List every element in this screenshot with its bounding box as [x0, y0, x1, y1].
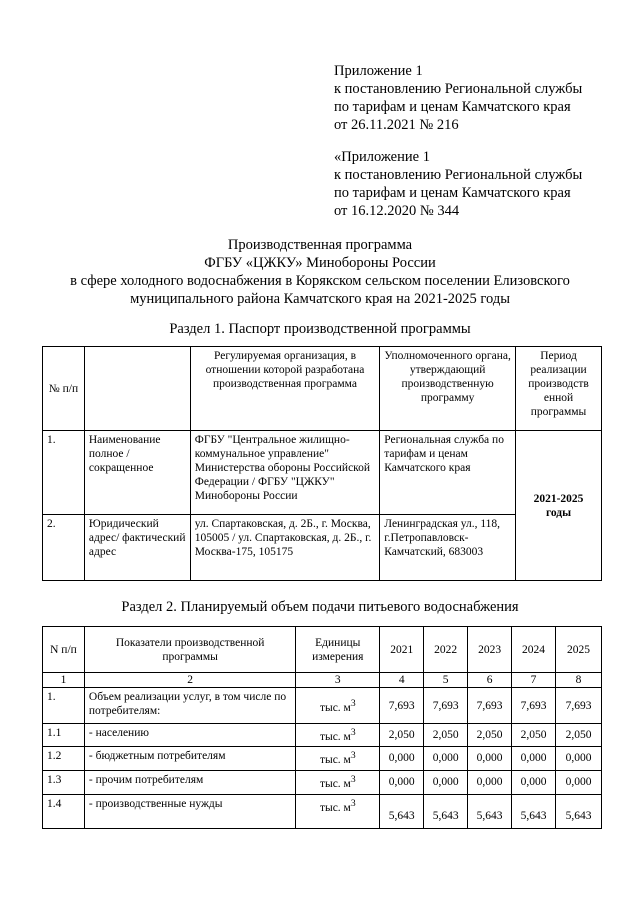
col-header-blank	[84, 347, 190, 431]
row-org: ФГБУ "Центральное жилищно-коммунальное управление" Министерства обороны Российской Федерации / ФГБУ "ЦЖКУ" Минобороны России	[190, 431, 380, 515]
value-cell: 0,000	[512, 770, 556, 794]
value-cell: 2,050	[424, 724, 468, 747]
unit-text: тыс. м	[319, 754, 351, 767]
row-unit	[296, 724, 380, 747]
col-header-unit: Единицы измерения	[296, 627, 380, 673]
col-header-year: 2022	[424, 627, 468, 673]
header-line: от 26.11.2021 № 216	[334, 117, 459, 133]
row-unit	[296, 746, 380, 770]
col-header-year: 2023	[468, 627, 512, 673]
row-num: 1.3	[43, 770, 85, 794]
row-num: 1.1	[43, 724, 85, 747]
header-line: от 16.12.2020 № 344	[334, 203, 460, 219]
section1-title: Раздел 1. Паспорт производственной программы	[169, 321, 471, 337]
column-number-row	[43, 673, 602, 688]
row-label: - производственные нужды	[84, 794, 295, 828]
value-cell: 2,050	[468, 724, 512, 747]
col-header-year: 2024	[512, 627, 556, 673]
row-label: Юридический адрес/ фактический адрес	[84, 515, 190, 581]
value-cell: 7,693	[380, 688, 424, 724]
table-row	[43, 794, 602, 828]
title-line: муниципального района Камчатского края на 2021-2025 годы	[130, 291, 510, 307]
row-label: - бюджетным потребителям	[84, 746, 295, 770]
period-cell: 2021-2025 годы	[516, 431, 602, 581]
table-header-row	[43, 347, 602, 431]
header-line: «Приложение 1	[334, 149, 430, 165]
unit-text: тыс. м	[319, 801, 351, 814]
unit-sup: 3	[350, 774, 356, 786]
column-number: 7	[512, 673, 556, 688]
unit-sup: 3	[350, 797, 356, 809]
value-cell: 0,000	[468, 746, 512, 770]
value-cell: 2,050	[380, 724, 424, 747]
value-cell: 0,000	[468, 770, 512, 794]
unit-text: тыс. м	[319, 778, 351, 791]
section2-title: Раздел 2. Планируемый объем подачи питьевого водоснабжения	[121, 599, 519, 615]
table-header-row	[43, 627, 602, 673]
col-header-num: N п/п	[43, 627, 85, 673]
value-cell: 7,693	[468, 688, 512, 724]
row-label: Наименование полное / сокращенное	[84, 431, 190, 515]
unit-text: тыс. м	[319, 730, 351, 743]
row-org: ул. Спартаковская, д. 2Б., г. Москва, 105005 / ул. Спартаковская, д. 2Б., г. Москва-175, 105175	[190, 515, 380, 581]
value-cell: 5,643	[556, 794, 602, 828]
header-line: по тарифам и ценам Камчатского края	[334, 185, 571, 201]
column-number: 1	[43, 673, 85, 688]
row-num: 1.4	[43, 794, 85, 828]
col-header-period: Период реализации производств енной программы	[516, 347, 602, 431]
value-cell: 0,000	[556, 770, 602, 794]
table-row	[43, 724, 602, 747]
header-line: к постановлению Региональной службы	[334, 81, 583, 97]
value-cell: 0,000	[380, 770, 424, 794]
col-header-year: 2021	[380, 627, 424, 673]
value-cell: 5,643	[380, 794, 424, 828]
table-row	[43, 746, 602, 770]
row-unit	[296, 688, 380, 724]
appendix-header-current	[334, 62, 582, 134]
unit-sup: 3	[350, 750, 356, 762]
row-label: - прочим потребителям	[84, 770, 295, 794]
value-cell: 0,000	[512, 746, 556, 770]
row-unit	[296, 770, 380, 794]
unit-sup: 3	[350, 697, 356, 709]
title-line: ФГБУ «ЦЖКУ» Минобороны России	[204, 255, 436, 271]
row-authority: Ленинградская ул., 118, г.Петропавловск-Камчатский, 683003	[380, 515, 516, 581]
value-cell: 5,643	[468, 794, 512, 828]
value-cell: 0,000	[380, 746, 424, 770]
header-line: к постановлению Региональной службы	[334, 167, 583, 183]
title-line: Производственная программа	[227, 237, 413, 253]
column-number: 8	[556, 673, 602, 688]
value-cell: 5,643	[512, 794, 556, 828]
column-number: 2	[84, 673, 295, 688]
value-cell: 2,050	[556, 724, 602, 747]
passport-table	[42, 346, 602, 581]
row-num: 1.	[43, 688, 85, 724]
value-cell: 7,693	[512, 688, 556, 724]
col-header-org: Регулируемая организация, в отношении которой разработана производственная программа	[190, 347, 380, 431]
value-cell: 5,643	[424, 794, 468, 828]
row-num: 1.	[43, 431, 85, 515]
row-label: - населению	[84, 724, 295, 747]
volume-table	[42, 626, 602, 829]
value-cell: 7,693	[556, 688, 602, 724]
table-row	[43, 688, 602, 724]
value-cell: 2,050	[512, 724, 556, 747]
header-line: Приложение 1	[334, 63, 423, 79]
row-label: Объем реализации услуг, в том числе по потребителям:	[84, 688, 295, 724]
row-num: 1.2	[43, 746, 85, 770]
document-title	[0, 236, 640, 308]
value-cell: 0,000	[424, 770, 468, 794]
unit-sup: 3	[350, 727, 356, 738]
row-unit	[296, 794, 380, 828]
col-header-num: № п/п	[43, 347, 85, 431]
table-row	[43, 431, 602, 515]
row-authority: Региональная служба по тарифам и ценам Камчатского края	[380, 431, 516, 515]
value-cell: 0,000	[556, 746, 602, 770]
column-number: 6	[468, 673, 512, 688]
value-cell: 7,693	[424, 688, 468, 724]
column-number: 5	[424, 673, 468, 688]
title-line: в сфере холодного водоснабжения в Корякском сельском поселении Елизовского	[70, 273, 570, 289]
col-header-authority: Уполномоченного органа, утверждающий производственную программу	[380, 347, 516, 431]
col-header-year: 2025	[556, 627, 602, 673]
header-line: по тарифам и ценам Камчатского края	[334, 99, 571, 115]
appendix-header-previous	[334, 148, 582, 220]
value-cell: 0,000	[424, 746, 468, 770]
row-num: 2.	[43, 515, 85, 581]
unit-text: тыс. м	[319, 701, 351, 714]
table-row	[43, 770, 602, 794]
column-number: 3	[296, 673, 380, 688]
col-header-indicator: Показатели производственной программы	[84, 627, 295, 673]
column-number: 4	[380, 673, 424, 688]
